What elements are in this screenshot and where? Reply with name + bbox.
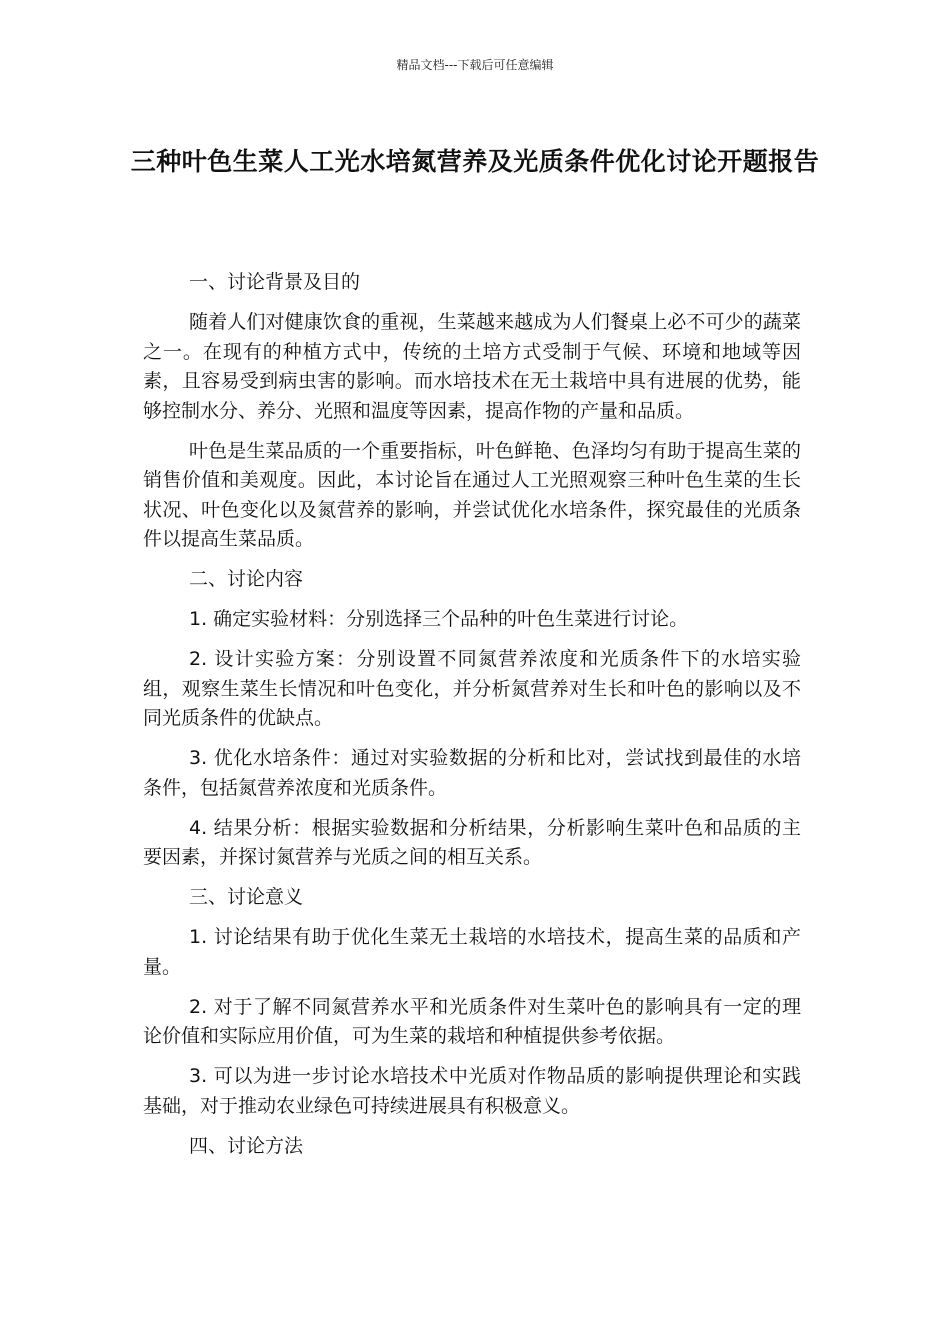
list-item: 2. 对于了解不同氮营养水平和光质条件对生菜叶色的影响具有一定的理论价值和实际应用价值，可为生菜的栽培和种植提供参考依据。 (143, 995, 801, 1047)
section-heading-methods: 四、讨论方法 (189, 1134, 304, 1157)
list-item: 4. 结果分析：根据实验数据和分析结果，分析影响生菜叶色和品质的主要因素，并探讨氮营养与光质之间的相互关系。 (143, 816, 801, 868)
document-title: 三种叶色生菜人工光水培氮营养及光质条件优化讨论开题报告 (130, 147, 820, 176)
list-item: 3. 可以为进一步讨论水培技术中光质对作物品质的影响提供理论和实践基础，对于推动农业绿色可持续进展具有积极意义。 (143, 1065, 801, 1117)
section-heading-content: 二、讨论内容 (189, 568, 304, 590)
section-heading-background: 一、讨论背景及目的 (189, 271, 361, 293)
section-heading-significance: 三、讨论意义 (189, 886, 304, 908)
list-item: 1. 讨论结果有助于优化生菜无土栽培的水培技术，提高生菜的品质和产量。 (143, 926, 801, 978)
paragraph: 随着人们对健康饮食的重视，生菜越来越成为人们餐桌上必不可少的蔬菜之一。在现有的种植方式中，传统的土培方式受制于气候、环境和地域等因素，且容易受到病虫害的影响。而水培技术在无土栽培中具有进展的优势，能够控制水分、养分、光照和温度等因素，提高作物的产量和品质。 (143, 311, 801, 422)
document-body (143, 268, 801, 1172)
page-header: 精品文档---下载后可任意编辑 (396, 58, 554, 72)
list-item: 1. 确定实验材料：分别选择三个品种的叶色生菜进行讨论。 (189, 608, 689, 630)
paragraph: 叶色是生菜品质的一个重要指标，叶色鲜艳、色泽均匀有助于提高生菜的销售价值和美观度。因此，本讨论旨在通过人工光照观察三种叶色生菜的生长状况、叶色变化以及氮营养的影响，并尝试优化水培条件，探究最佳的光质条件以提高生菜品质。 (143, 439, 801, 550)
list-item: 3. 优化水培条件：通过对实验数据的分析和比对，尝试找到最佳的水培条件，包括氮营养浓度和光质条件。 (143, 747, 801, 799)
list-item: 2. 设计实验方案：分别设置不同氮营养浓度和光质条件下的水培实验组，观察生菜生长情况和叶色变化，并分析氮营养对生长和叶色的影响以及不同光质条件的优缺点。 (143, 648, 801, 729)
